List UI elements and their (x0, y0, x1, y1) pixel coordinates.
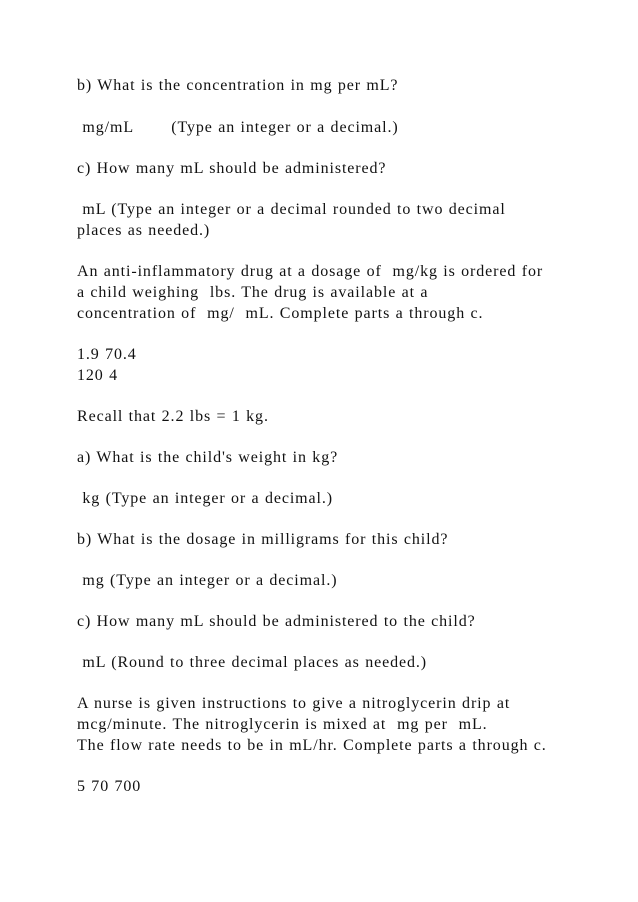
answer-line-mg: mg (Type an integer or a decimal.) (77, 572, 338, 589)
problem-3-values: 5 70 700 (77, 778, 142, 795)
question-c-ml-administered: c) How many mL should be administered? (77, 160, 387, 177)
question-a-weight-kg: a) What is the child's weight in kg? (77, 449, 339, 466)
problem-2-intro-line-3: concentration of mg/ mL. Complete parts a through c. (77, 305, 484, 322)
problem-2-values-line-1: 1.9 70.4 (77, 346, 137, 363)
question-c-ml-child: c) How many mL should be administered to the child? (77, 613, 476, 630)
answer-line-kg: kg (Type an integer or a decimal.) (77, 490, 334, 507)
problem-3-intro-line-2: mcg/minute. The nitroglycerin is mixed at mg per mL. (77, 716, 488, 733)
problem-3-intro-line-1: A nurse is given instructions to give a nitroglycerin drip at (77, 695, 511, 712)
problem-2-intro-line-1: An anti-inflammatory drug at a dosage of mg/kg is ordered for (77, 263, 544, 280)
answer-line-ml-rounded: mL (Type an integer or a decimal rounded to two decimal (77, 201, 506, 218)
problem-2-values-line-2: 120 4 (77, 367, 118, 384)
recall-conversion: Recall that 2.2 lbs = 1 kg. (77, 408, 269, 425)
answer-line-ml-three-decimals: mL (Round to three decimal places as needed.) (77, 654, 428, 671)
question-b-dosage-mg: b) What is the dosage in milligrams for this child? (77, 531, 449, 548)
answer-line-mg-per-ml: mg/mL (Type an integer or a decimal.) (77, 119, 399, 136)
question-b-concentration: b) What is the concentration in mg per mL? (77, 77, 399, 94)
problem-2-intro-line-2: a child weighing lbs. The drug is available at a (77, 284, 429, 301)
problem-3-intro-line-3: The flow rate needs to be in mL/hr. Complete parts a through c. (77, 737, 547, 754)
answer-line-ml-rounded-cont: places as needed.) (77, 222, 211, 239)
